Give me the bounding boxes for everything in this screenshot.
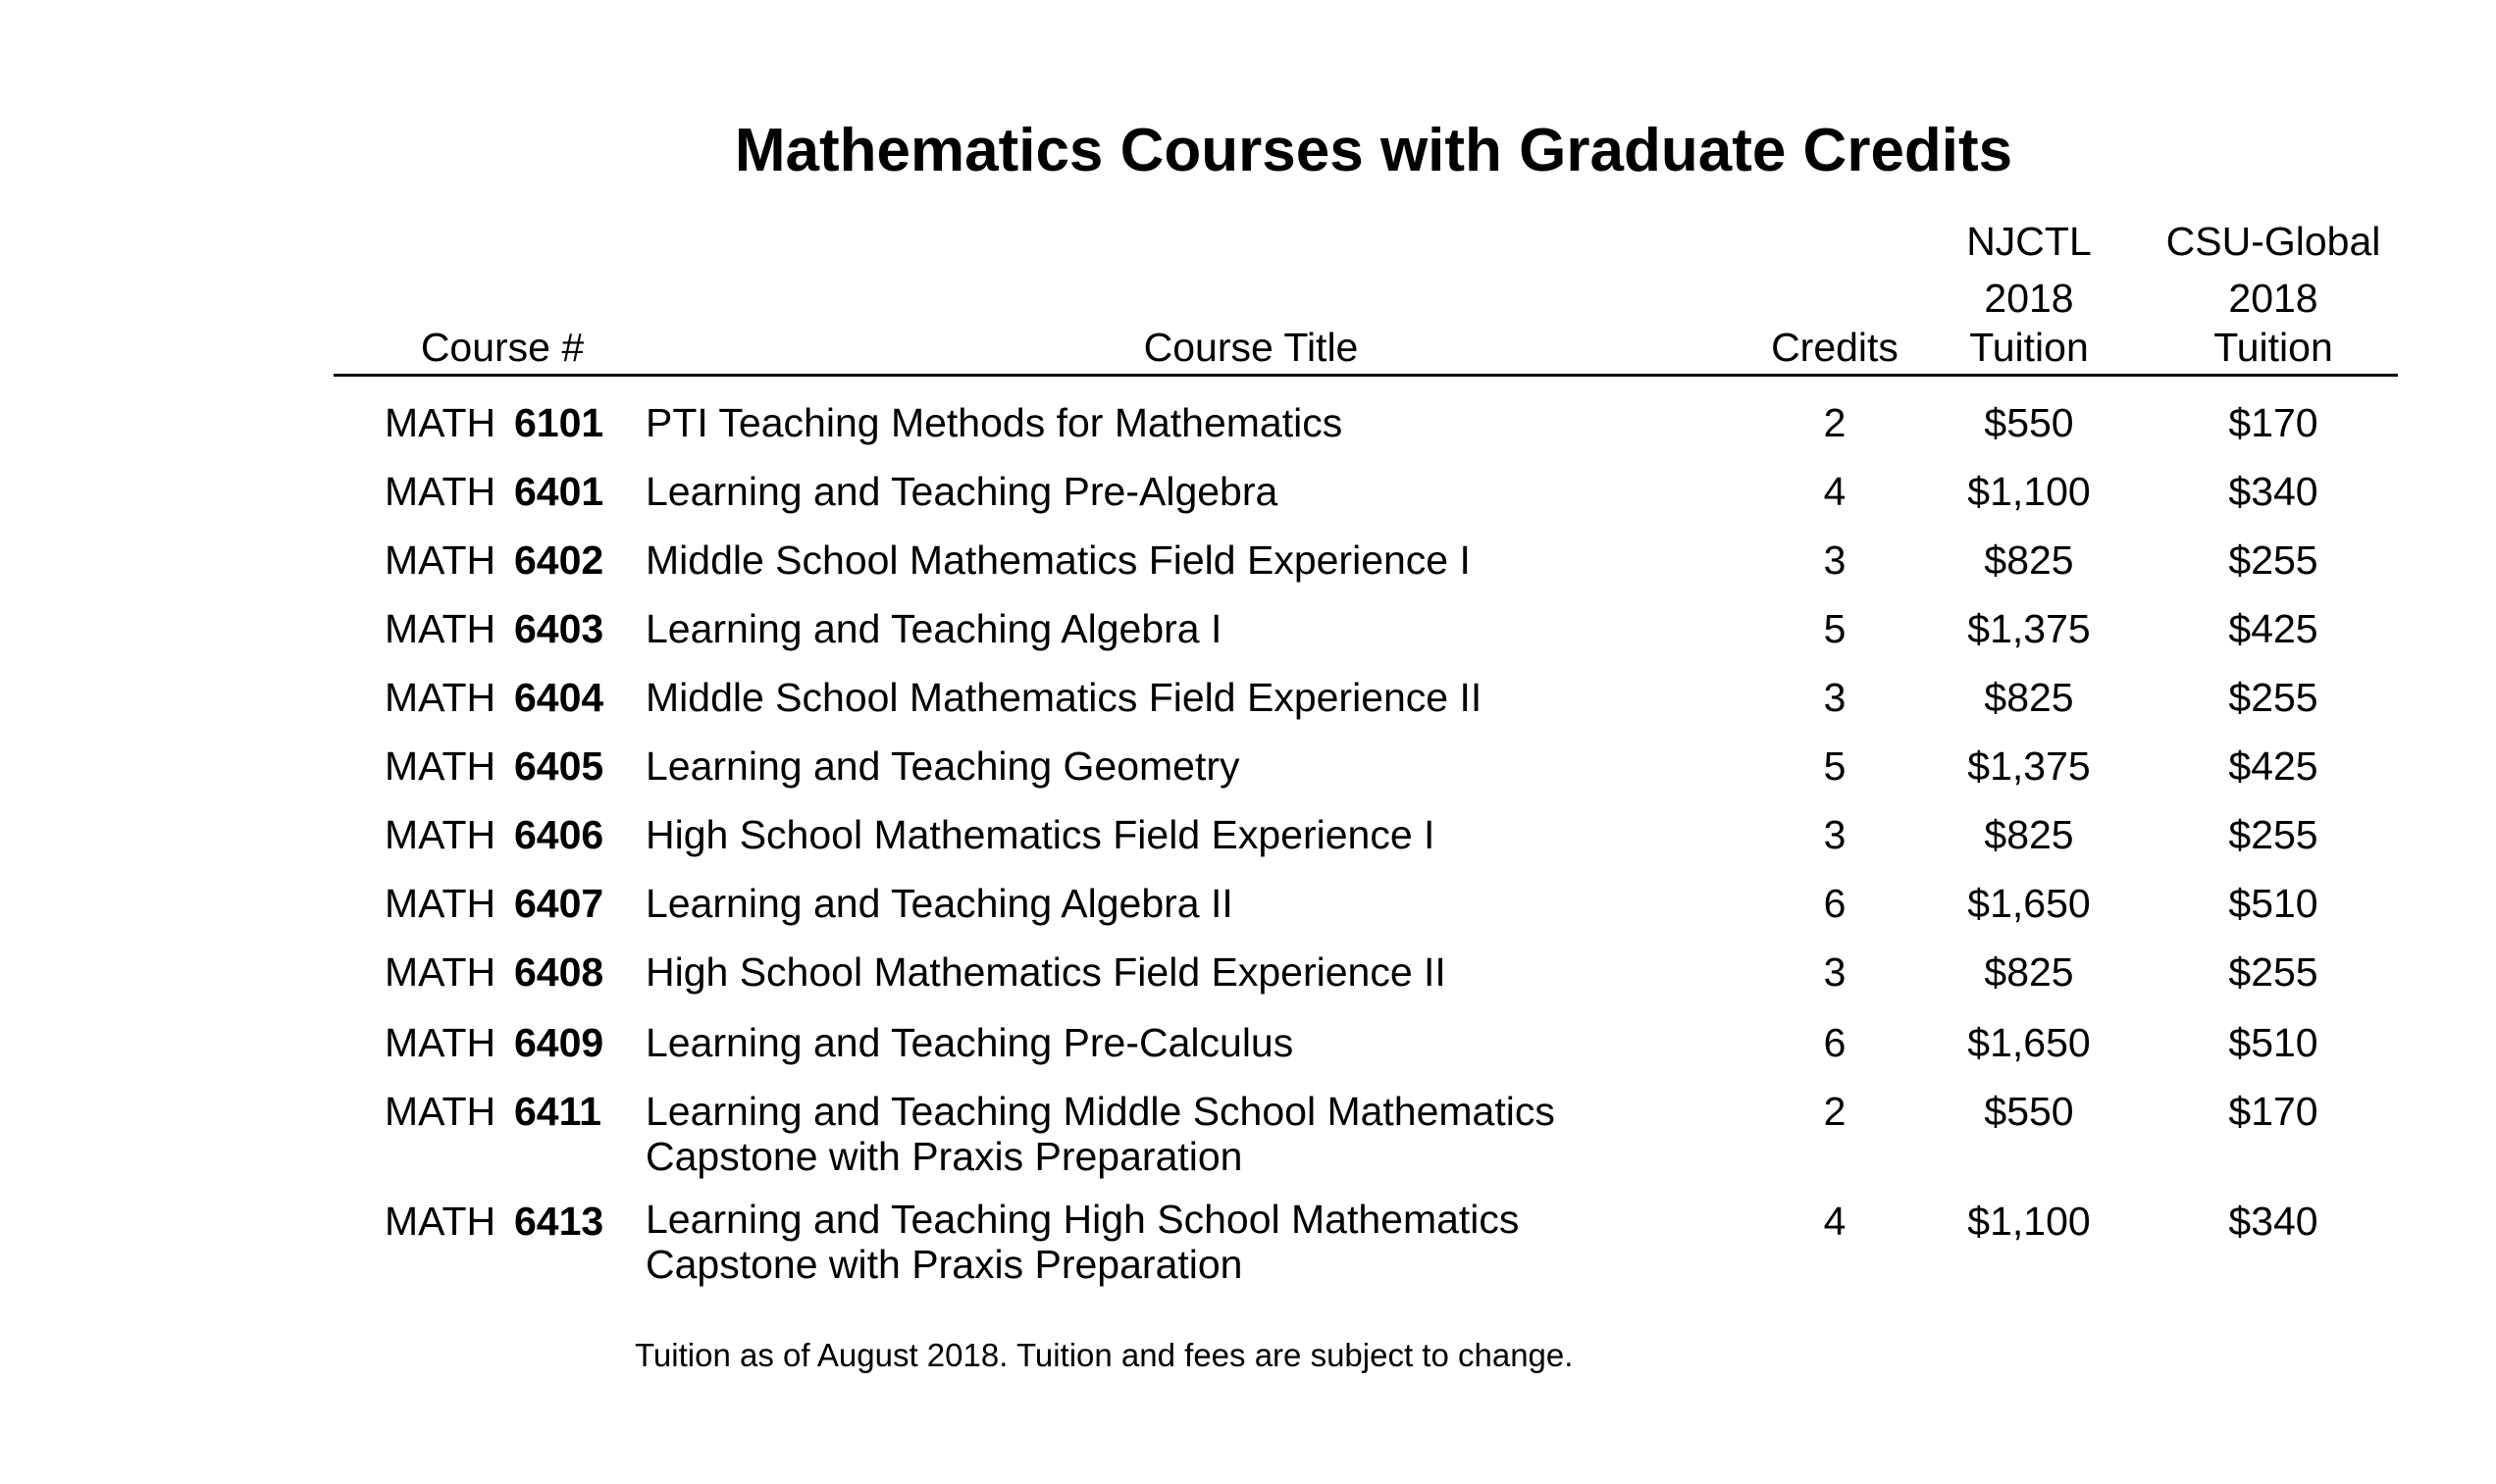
csu-tuition: $510 [2228,1020,2318,1065]
course-title [646,606,1725,651]
course-title [646,1089,1725,1179]
header-credits: Credits [1771,325,1898,370]
course-title-line: Learning and Teaching Algebra II [646,881,1233,926]
header-njctl-line1: NJCTL [1966,219,2092,264]
course-prefix: MATH [385,400,496,445]
csu-tuition: $255 [2228,949,2318,995]
course-number: 6401 [514,469,604,514]
course-number: 6404 [514,675,604,720]
course-prefix: MATH [385,606,496,651]
course-title [646,812,1725,857]
njctl-tuition: $1,375 [1967,606,2091,651]
course-prefix: MATH [385,1020,496,1065]
credits-value: 6 [1823,1020,1846,1065]
csu-tuition: $255 [2228,675,2318,720]
course-title [646,537,1725,583]
njctl-tuition: $825 [1984,537,2074,583]
course-title [646,469,1725,514]
csu-tuition: $510 [2228,881,2318,926]
course-number: 6411 [514,1089,601,1134]
credits-value: 2 [1823,1089,1846,1134]
credits-value: 5 [1823,606,1846,651]
course-title-line: PTI Teaching Methods for Mathematics [646,400,1343,445]
header-csu-line3: Tuition [2213,325,2333,370]
course-title-line: High School Mathematics Field Experience II [646,949,1446,995]
course-number: 6403 [514,606,604,651]
course-title-line: Learning and Teaching Middle School Mathematics [646,1089,1555,1134]
credits-value: 6 [1823,881,1846,926]
njctl-tuition: $825 [1984,949,2074,995]
csu-tuition: $340 [2228,469,2318,514]
njctl-tuition: $1,650 [1967,881,2091,926]
header-csu-line1: CSU-Global [2165,219,2381,264]
course-prefix: MATH [385,949,496,995]
csu-tuition: $255 [2228,537,2318,583]
course-number: 6413 [514,1199,604,1244]
njctl-tuition: $1,100 [1967,1199,2091,1244]
course-prefix: MATH [385,469,496,514]
course-title [646,949,1725,995]
course-title-line: Middle School Mathematics Field Experience II [646,675,1482,720]
header-njctl-line2: 2018 [1984,276,2074,321]
course-title [646,743,1725,789]
course-number: 6402 [514,537,604,583]
header-course-title: Course Title [1143,325,1359,370]
course-number: 6406 [514,812,604,857]
course-title-line: Capstone with Praxis Preparation [646,1242,1243,1287]
njctl-tuition: $1,100 [1967,469,2091,514]
course-number: 6408 [514,949,604,995]
course-title [646,1197,1725,1287]
course-title [646,881,1725,926]
course-title-line: Middle School Mathematics Field Experience I [646,537,1471,583]
credits-value: 5 [1823,743,1846,789]
footnote: Tuition as of August 2018. Tuition and fees are subject to change. [635,1337,1574,1373]
njctl-tuition: $550 [1984,400,2074,445]
csu-tuition: $170 [2228,1089,2318,1134]
credits-value: 3 [1823,675,1846,720]
njctl-tuition: $825 [1984,812,2074,857]
csu-tuition: $425 [2228,743,2318,789]
njctl-tuition: $550 [1984,1089,2074,1134]
credits-value: 3 [1823,812,1846,857]
csu-tuition: $255 [2228,812,2318,857]
header-divider [334,374,2398,377]
njctl-tuition: $1,650 [1967,1020,2091,1065]
course-title [646,1020,1725,1065]
csu-tuition: $425 [2228,606,2318,651]
header-csu-line2: 2018 [2228,276,2318,321]
course-title [646,675,1725,720]
course-title-line: Capstone with Praxis Preparation [646,1134,1243,1179]
course-number: 6409 [514,1020,604,1065]
course-title-line: Learning and Teaching High School Mathematics [646,1197,1520,1242]
course-prefix: MATH [385,1089,496,1134]
course-prefix: MATH [385,812,496,857]
course-prefix: MATH [385,675,496,720]
course-title-line: High School Mathematics Field Experience I [646,812,1435,857]
course-title-line: Learning and Teaching Algebra I [646,606,1222,651]
course-title-line: Learning and Teaching Pre-Algebra [646,469,1278,514]
course-number: 6407 [514,881,604,926]
credits-value: 2 [1823,400,1846,445]
course-number: 6405 [514,743,604,789]
credits-value: 3 [1823,949,1846,995]
csu-tuition: $170 [2228,400,2318,445]
csu-tuition: $340 [2228,1199,2318,1244]
header-course-number: Course # [420,325,585,370]
course-number: 6101 [514,400,604,445]
credits-value: 4 [1823,1199,1846,1244]
course-prefix: MATH [385,881,496,926]
course-title [646,400,1725,445]
course-prefix: MATH [385,743,496,789]
header-njctl-line3: Tuition [1969,325,2089,370]
page-title: Mathematics Courses with Graduate Credits [734,117,2013,184]
course-title-line: Learning and Teaching Geometry [646,743,1240,789]
course-prefix: MATH [385,1199,496,1244]
course-title-line: Learning and Teaching Pre-Calculus [646,1020,1294,1065]
njctl-tuition: $825 [1984,675,2074,720]
credits-value: 3 [1823,537,1846,583]
course-prefix: MATH [385,537,496,583]
njctl-tuition: $1,375 [1967,743,2091,789]
credits-value: 4 [1823,469,1846,514]
